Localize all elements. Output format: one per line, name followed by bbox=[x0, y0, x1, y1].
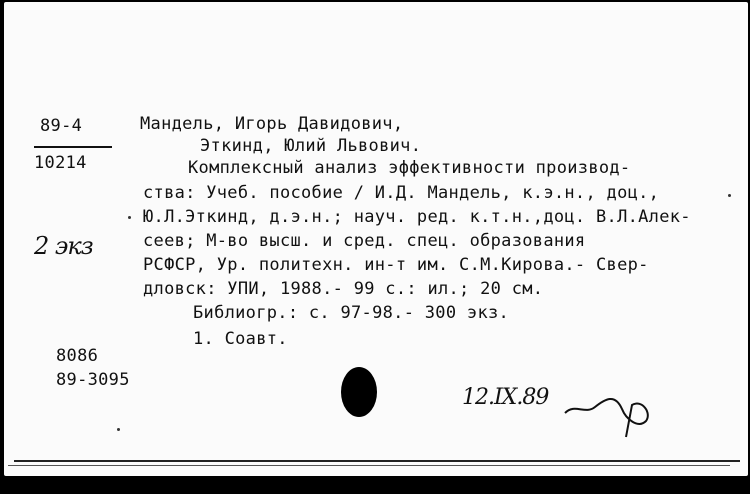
scan-speck bbox=[128, 216, 131, 219]
card-bottom-edge bbox=[14, 460, 740, 462]
description-line: ства: Учеб. пособие / И.Д. Мандель, к.э.н., доц., bbox=[143, 183, 660, 203]
handwritten-date-stamp: 12.IX.89 bbox=[462, 385, 549, 410]
handwritten-copies-note: 2 экз bbox=[34, 232, 93, 260]
accession-number: 8086 bbox=[56, 346, 99, 366]
coauthor-heading: Эткинд, Юлий Львович. bbox=[200, 136, 422, 156]
description-line: Комплексный анализ эффективности производ- bbox=[188, 158, 631, 178]
description-line: РСФСР, Ур. политехн. ин-т им. С.М.Кирова.- Свер- bbox=[143, 255, 649, 275]
description-line: дловск: УПИ, 1988.- 99 с.: ил.; 20 см. bbox=[143, 279, 544, 299]
subject-tracing: 1. Соавт. bbox=[193, 329, 288, 349]
shelf-mark-top: 89-4 bbox=[40, 116, 83, 136]
shelf-mark-bottom: 10214 bbox=[34, 153, 87, 173]
description-line: Ю.Л.Эткинд, д.э.н.; науч. ред. к.т.н.,доц. В.Л.Алек- bbox=[143, 207, 691, 227]
punch-hole bbox=[341, 367, 377, 417]
shelf-mark-divider bbox=[34, 146, 112, 148]
scan-speck bbox=[117, 428, 120, 431]
bibliography-note: Библиогр.: с. 97-98.- 300 экз. bbox=[193, 303, 510, 323]
scan-speck bbox=[728, 194, 731, 197]
registration-number: 89-3095 bbox=[56, 370, 130, 390]
card-bottom-shadow bbox=[8, 465, 730, 466]
author-heading: Мандель, Игорь Давидович, bbox=[140, 114, 404, 134]
description-line: сеев; М-во высш. и сред. спец. образования bbox=[143, 231, 586, 251]
handwritten-signature-icon bbox=[560, 385, 660, 445]
